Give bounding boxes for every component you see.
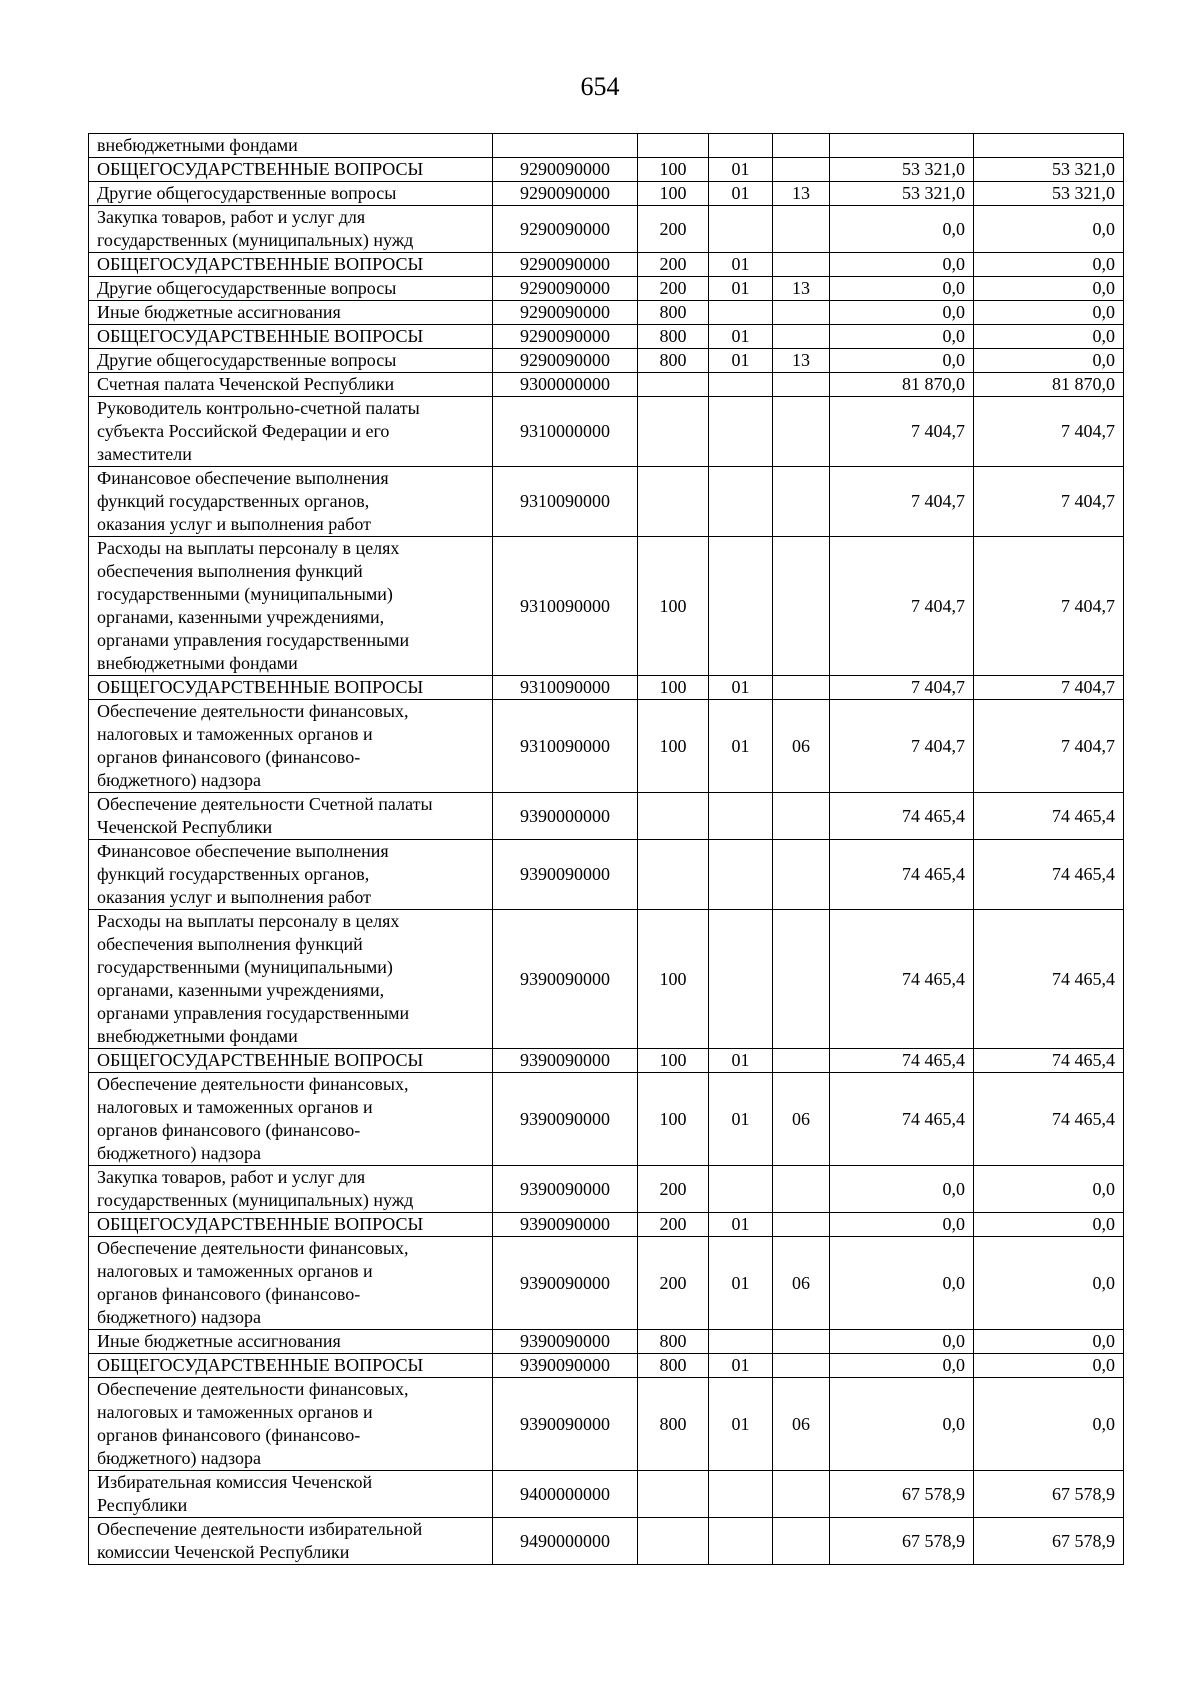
table-row [89, 1237, 1124, 1330]
expense-type-cell: 100 [638, 182, 709, 206]
table-row [89, 325, 1124, 349]
amount-year1-cell: 7 404,7 [830, 700, 974, 793]
expense-type-cell [638, 467, 709, 537]
amount-year1-cell: 67 578,9 [830, 1471, 974, 1518]
amount-year2-cell: 74 465,4 [974, 793, 1124, 840]
amount-year1-cell: 0,0 [830, 1166, 974, 1213]
subsection-cell: 06 [773, 1237, 830, 1330]
table-row [89, 182, 1124, 206]
subsection-cell [773, 397, 830, 467]
section-cell: 01 [709, 1378, 773, 1471]
table-row [89, 1354, 1124, 1378]
section-cell [709, 840, 773, 910]
expense-name-cell: Обеспечение деятельности избирательной комиссии Чеченской Республики [89, 1518, 493, 1565]
expense-type-cell: 800 [638, 1354, 709, 1378]
expense-name-cell: Закупка товаров, работ и услуг для государственных (муниципальных) нужд [89, 1166, 493, 1213]
table-row [89, 277, 1124, 301]
amount-year1-cell: 7 404,7 [830, 397, 974, 467]
expense-name-cell: Обеспечение деятельности финансовых, налоговых и таможенных органов и органов финансового (финансово- бюджетного) надзора [89, 1237, 493, 1330]
target-code-cell: 9290090000 [493, 301, 638, 325]
section-cell [709, 910, 773, 1049]
table-row [89, 1166, 1124, 1213]
amount-year2-cell: 53 321,0 [974, 182, 1124, 206]
subsection-cell [773, 840, 830, 910]
amount-year1-cell: 0,0 [830, 1378, 974, 1471]
expense-type-cell: 200 [638, 1213, 709, 1237]
expense-name-cell: Другие общегосударственные вопросы [89, 182, 493, 206]
section-cell: 01 [709, 1049, 773, 1073]
subsection-cell [773, 325, 830, 349]
table-row [89, 793, 1124, 840]
amount-year1-cell: 0,0 [830, 1237, 974, 1330]
table-row [89, 253, 1124, 277]
expense-type-cell: 100 [638, 537, 709, 676]
section-cell [709, 467, 773, 537]
subsection-cell: 06 [773, 700, 830, 793]
expense-type-cell [638, 1518, 709, 1565]
section-cell [709, 1166, 773, 1213]
section-cell [709, 373, 773, 397]
amount-year2-cell: 0,0 [974, 1213, 1124, 1237]
amount-year2-cell: 0,0 [974, 253, 1124, 277]
table-row [89, 1213, 1124, 1237]
amount-year1-cell: 0,0 [830, 301, 974, 325]
expense-type-cell [638, 397, 709, 467]
subsection-cell [773, 1166, 830, 1213]
amount-year1-cell: 0,0 [830, 1354, 974, 1378]
expense-type-cell: 200 [638, 277, 709, 301]
amount-year1-cell: 53 321,0 [830, 182, 974, 206]
subsection-cell [773, 793, 830, 840]
amount-year2-cell: 0,0 [974, 1166, 1124, 1213]
target-code-cell: 9390090000 [493, 1073, 638, 1166]
table-row [89, 467, 1124, 537]
subsection-cell: 06 [773, 1378, 830, 1471]
table-row [89, 1330, 1124, 1354]
amount-year1-cell: 7 404,7 [830, 537, 974, 676]
subsection-cell [773, 253, 830, 277]
expense-name-cell: Другие общегосударственные вопросы [89, 277, 493, 301]
expense-type-cell: 200 [638, 206, 709, 253]
table-row [89, 397, 1124, 467]
expense-type-cell: 100 [638, 910, 709, 1049]
subsection-cell [773, 206, 830, 253]
table-body [89, 134, 1124, 1565]
expense-name-cell: Иные бюджетные ассигнования [89, 301, 493, 325]
section-cell [709, 397, 773, 467]
section-cell: 01 [709, 1213, 773, 1237]
table-row [89, 206, 1124, 253]
table-row [89, 537, 1124, 676]
target-code-cell: 9290090000 [493, 158, 638, 182]
expense-type-cell [638, 840, 709, 910]
page-number: 654 [580, 72, 620, 101]
amount-year1-cell: 74 465,4 [830, 910, 974, 1049]
target-code-cell: 9310090000 [493, 676, 638, 700]
table-row [89, 301, 1124, 325]
expense-name-cell: Расходы на выплаты персоналу в целях обеспечения выполнения функций государственными (муниципальными) органами, казенными учреждениями, органами управления государственными внебюджетными фондами [89, 910, 493, 1049]
amount-year2-cell [974, 134, 1124, 158]
expense-type-cell: 100 [638, 158, 709, 182]
expense-type-cell: 200 [638, 1237, 709, 1330]
amount-year2-cell: 67 578,9 [974, 1471, 1124, 1518]
section-cell: 01 [709, 182, 773, 206]
table-row [89, 1073, 1124, 1166]
expense-type-cell: 200 [638, 1166, 709, 1213]
expense-name-cell: Обеспечение деятельности финансовых, налоговых и таможенных органов и органов финансового (финансово- бюджетного) надзора [89, 700, 493, 793]
table-row [89, 700, 1124, 793]
expense-name-cell: внебюджетными фондами [89, 134, 493, 158]
target-code-cell: 9390090000 [493, 1166, 638, 1213]
amount-year1-cell: 7 404,7 [830, 676, 974, 700]
amount-year2-cell: 0,0 [974, 206, 1124, 253]
section-cell: 01 [709, 158, 773, 182]
expense-name-cell: ОБЩЕГОСУДАРСТВЕННЫЕ ВОПРОСЫ [89, 325, 493, 349]
amount-year1-cell: 7 404,7 [830, 467, 974, 537]
table-row [89, 158, 1124, 182]
table-row [89, 373, 1124, 397]
expense-name-cell: ОБЩЕГОСУДАРСТВЕННЫЕ ВОПРОСЫ [89, 1354, 493, 1378]
amount-year1-cell: 74 465,4 [830, 793, 974, 840]
expense-type-cell: 200 [638, 253, 709, 277]
expense-type-cell: 800 [638, 301, 709, 325]
amount-year2-cell: 0,0 [974, 1354, 1124, 1378]
budget-table [88, 133, 1124, 1565]
amount-year1-cell: 0,0 [830, 277, 974, 301]
section-cell: 01 [709, 676, 773, 700]
target-code-cell: 9400000000 [493, 1471, 638, 1518]
target-code-cell: 9290090000 [493, 349, 638, 373]
section-cell [709, 793, 773, 840]
expense-type-cell [638, 134, 709, 158]
expense-type-cell: 800 [638, 349, 709, 373]
target-code-cell: 9290090000 [493, 206, 638, 253]
expense-name-cell: Обеспечение деятельности финансовых, налоговых и таможенных органов и органов финансового (финансово- бюджетного) надзора [89, 1073, 493, 1166]
section-cell [709, 537, 773, 676]
expense-name-cell: Руководитель контрольно-счетной палаты субъекта Российской Федерации и его заместители [89, 397, 493, 467]
amount-year2-cell: 7 404,7 [974, 537, 1124, 676]
amount-year1-cell: 0,0 [830, 1213, 974, 1237]
target-code-cell: 9290090000 [493, 253, 638, 277]
amount-year2-cell: 0,0 [974, 1237, 1124, 1330]
subsection-cell: 13 [773, 349, 830, 373]
target-code-cell: 9290090000 [493, 182, 638, 206]
expense-name-cell: Обеспечение деятельности Счетной палаты Чеченской Республики [89, 793, 493, 840]
section-cell: 01 [709, 325, 773, 349]
expense-type-cell: 100 [638, 1049, 709, 1073]
amount-year2-cell: 7 404,7 [974, 676, 1124, 700]
expense-name-cell: Финансовое обеспечение выполнения функций государственных органов, оказания услуг и выполнения работ [89, 840, 493, 910]
section-cell [709, 1518, 773, 1565]
amount-year1-cell: 74 465,4 [830, 1073, 974, 1166]
target-code-cell: 9390090000 [493, 1330, 638, 1354]
expense-name-cell: Обеспечение деятельности финансовых, налоговых и таможенных органов и органов финансового (финансово- бюджетного) надзора [89, 1378, 493, 1471]
subsection-cell [773, 676, 830, 700]
amount-year2-cell: 74 465,4 [974, 1049, 1124, 1073]
section-cell: 01 [709, 700, 773, 793]
expense-name-cell: ОБЩЕГОСУДАРСТВЕННЫЕ ВОПРОСЫ [89, 253, 493, 277]
target-code-cell: 9490000000 [493, 1518, 638, 1565]
section-cell: 01 [709, 1354, 773, 1378]
amount-year2-cell: 0,0 [974, 1378, 1124, 1471]
section-cell: 01 [709, 1073, 773, 1166]
target-code-cell: 9300000000 [493, 373, 638, 397]
amount-year2-cell: 74 465,4 [974, 910, 1124, 1049]
target-code-cell: 9290090000 [493, 277, 638, 301]
target-code-cell: 9310090000 [493, 537, 638, 676]
target-code-cell: 9390090000 [493, 840, 638, 910]
amount-year1-cell: 0,0 [830, 206, 974, 253]
amount-year2-cell: 7 404,7 [974, 397, 1124, 467]
amount-year1-cell: 67 578,9 [830, 1518, 974, 1565]
target-code-cell: 9310090000 [493, 467, 638, 537]
section-cell [709, 134, 773, 158]
subsection-cell [773, 537, 830, 676]
subsection-cell [773, 134, 830, 158]
expense-type-cell: 800 [638, 1378, 709, 1471]
expense-name-cell: ОБЩЕГОСУДАРСТВЕННЫЕ ВОПРОСЫ [89, 676, 493, 700]
subsection-cell [773, 373, 830, 397]
expense-type-cell: 800 [638, 325, 709, 349]
section-cell: 01 [709, 349, 773, 373]
expense-type-cell: 800 [638, 1330, 709, 1354]
table-row [89, 134, 1124, 158]
subsection-cell [773, 910, 830, 1049]
target-code-cell: 9310000000 [493, 397, 638, 467]
amount-year2-cell: 0,0 [974, 325, 1124, 349]
subsection-cell [773, 301, 830, 325]
amount-year1-cell [830, 134, 974, 158]
table-row [89, 1518, 1124, 1565]
subsection-cell [773, 1354, 830, 1378]
section-cell [709, 301, 773, 325]
subsection-cell [773, 467, 830, 537]
table-row [89, 840, 1124, 910]
expense-name-cell: Расходы на выплаты персоналу в целях обеспечения выполнения функций государственными (муниципальными) органами, казенными учреждениями, органами управления государственными внебюджетными фондами [89, 537, 493, 676]
amount-year2-cell: 53 321,0 [974, 158, 1124, 182]
amount-year2-cell: 67 578,9 [974, 1518, 1124, 1565]
amount-year2-cell: 7 404,7 [974, 467, 1124, 537]
target-code-cell [493, 134, 638, 158]
amount-year2-cell: 74 465,4 [974, 1073, 1124, 1166]
table-row [89, 1471, 1124, 1518]
expense-type-cell [638, 793, 709, 840]
amount-year1-cell: 0,0 [830, 325, 974, 349]
expense-name-cell: Финансовое обеспечение выполнения функций государственных органов, оказания услуг и выполнения работ [89, 467, 493, 537]
target-code-cell: 9390090000 [493, 910, 638, 1049]
amount-year2-cell: 0,0 [974, 349, 1124, 373]
table-row [89, 349, 1124, 373]
section-cell [709, 206, 773, 253]
expense-type-cell [638, 373, 709, 397]
subsection-cell [773, 158, 830, 182]
expense-name-cell: ОБЩЕГОСУДАРСТВЕННЫЕ ВОПРОСЫ [89, 158, 493, 182]
subsection-cell: 13 [773, 277, 830, 301]
table-row [89, 910, 1124, 1049]
expense-name-cell: Счетная палата Чеченской Республики [89, 373, 493, 397]
table-row [89, 1049, 1124, 1073]
target-code-cell: 9390090000 [493, 1354, 638, 1378]
expense-type-cell: 100 [638, 1073, 709, 1166]
expense-type-cell: 100 [638, 676, 709, 700]
subsection-cell [773, 1213, 830, 1237]
subsection-cell [773, 1518, 830, 1565]
amount-year1-cell: 53 321,0 [830, 158, 974, 182]
amount-year2-cell: 81 870,0 [974, 373, 1124, 397]
expense-type-cell [638, 1471, 709, 1518]
table-row [89, 1378, 1124, 1471]
amount-year1-cell: 74 465,4 [830, 1049, 974, 1073]
section-cell: 01 [709, 253, 773, 277]
target-code-cell: 9390000000 [493, 793, 638, 840]
target-code-cell: 9290090000 [493, 325, 638, 349]
expense-name-cell: Закупка товаров, работ и услуг для государственных (муниципальных) нужд [89, 206, 493, 253]
expense-name-cell: ОБЩЕГОСУДАРСТВЕННЫЕ ВОПРОСЫ [89, 1213, 493, 1237]
expense-name-cell: Иные бюджетные ассигнования [89, 1330, 493, 1354]
amount-year1-cell: 74 465,4 [830, 840, 974, 910]
target-code-cell: 9390090000 [493, 1049, 638, 1073]
section-cell [709, 1330, 773, 1354]
target-code-cell: 9390090000 [493, 1378, 638, 1471]
amount-year2-cell: 0,0 [974, 1330, 1124, 1354]
amount-year1-cell: 0,0 [830, 349, 974, 373]
amount-year1-cell: 81 870,0 [830, 373, 974, 397]
section-cell: 01 [709, 277, 773, 301]
amount-year2-cell: 0,0 [974, 277, 1124, 301]
amount-year2-cell: 7 404,7 [974, 700, 1124, 793]
target-code-cell: 9390090000 [493, 1237, 638, 1330]
expense-type-cell: 100 [638, 700, 709, 793]
amount-year2-cell: 0,0 [974, 301, 1124, 325]
subsection-cell [773, 1471, 830, 1518]
subsection-cell: 13 [773, 182, 830, 206]
target-code-cell: 9310090000 [493, 700, 638, 793]
target-code-cell: 9390090000 [493, 1213, 638, 1237]
subsection-cell [773, 1049, 830, 1073]
section-cell [709, 1471, 773, 1518]
expense-name-cell: Избирательная комиссия Чеченской Республики [89, 1471, 493, 1518]
table-row [89, 676, 1124, 700]
expense-name-cell: ОБЩЕГОСУДАРСТВЕННЫЕ ВОПРОСЫ [89, 1049, 493, 1073]
expense-name-cell: Другие общегосударственные вопросы [89, 349, 493, 373]
amount-year2-cell: 74 465,4 [974, 840, 1124, 910]
subsection-cell [773, 1330, 830, 1354]
section-cell: 01 [709, 1237, 773, 1330]
amount-year1-cell: 0,0 [830, 1330, 974, 1354]
amount-year1-cell: 0,0 [830, 253, 974, 277]
subsection-cell: 06 [773, 1073, 830, 1166]
